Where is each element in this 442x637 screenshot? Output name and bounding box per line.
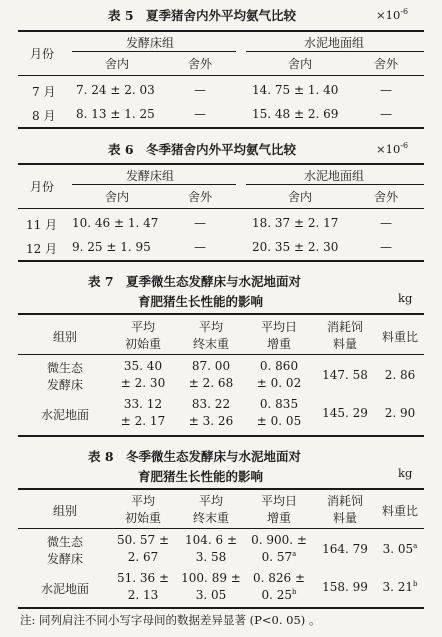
cell-value: 35. 40: [123, 359, 163, 373]
header-feed-weight-ratio: 料重比: [381, 504, 418, 518]
header-daily-gain: 增重: [266, 511, 291, 525]
header-outdoor: 舍外: [373, 57, 398, 71]
cell-value: 2. 90: [384, 406, 416, 420]
cell-value: ± 2. 68: [188, 376, 234, 390]
cell-value: 104. 6 ±: [184, 533, 238, 547]
header-feed: 料量: [332, 511, 357, 525]
cell-value: ± 0. 05: [256, 414, 302, 428]
header-group: 组别: [52, 330, 77, 344]
table-7-caption-line-1: 表 7 夏季微生态发酵床与水泥地面对: [88, 274, 302, 289]
cell-value: 9. 25 ± 1. 95: [72, 240, 151, 254]
cell-value: 0. 860: [259, 359, 299, 373]
cell-month: 11 月: [26, 218, 58, 232]
table-8-caption-line-2: 育肥猪生长性能的影响: [138, 469, 264, 484]
cell-value: 145. 29: [322, 406, 368, 420]
header-initial: 平均: [130, 320, 155, 334]
cell-value: 0. 900. ±: [251, 533, 307, 547]
header-final: 终末重: [192, 337, 229, 351]
bottom-rule: [18, 260, 424, 262]
header-month: 月份: [29, 47, 54, 61]
header-daily-gain: 平均日: [260, 494, 297, 508]
cell-value: 8. 13 ± 1. 25: [76, 107, 155, 121]
cell-value: —: [194, 216, 206, 230]
bottom-rule: [18, 435, 424, 437]
cell-value: 100. 89 ±: [181, 571, 241, 585]
cell-month: 8 月: [32, 109, 56, 123]
cell-value: 2. 67: [127, 550, 159, 564]
header-fermentation-group: 发酵床组: [125, 169, 174, 183]
cell-value: 2. 86: [384, 368, 416, 382]
header-feed: 消耗饲: [326, 320, 363, 334]
cell-value: ± 2. 30: [120, 376, 166, 390]
cell-value: 158. 99: [322, 580, 368, 594]
cell-month: 7 月: [32, 85, 56, 99]
cell-group: 水泥地面: [40, 408, 89, 422]
cell-value: 83. 22: [191, 397, 231, 411]
top-rule: [18, 488, 424, 490]
cell-value: 51. 36 ±: [116, 571, 170, 585]
cell-value: 147. 58: [322, 368, 368, 382]
cell-group: 微生态: [46, 535, 83, 549]
header-rule: [18, 208, 424, 209]
cell-month: 12 月: [26, 242, 58, 256]
header-initial: 初始重: [124, 511, 161, 525]
cell-value: 0. 835: [259, 397, 299, 411]
cell-value: ± 0. 02: [256, 376, 302, 390]
cell-value: 10. 46 ± 1. 47: [72, 216, 159, 230]
cell-value: 20. 35 ± 2. 30: [252, 240, 339, 254]
header-cement-group: 水泥地面组: [303, 36, 364, 50]
header-month: 月份: [29, 180, 54, 194]
table-5-caption: 表 5 夏季猪舍内外平均氨气比较: [108, 8, 297, 23]
table-7-unit: kg: [398, 291, 413, 305]
subheader-rule: [72, 184, 236, 185]
header-indoor: 舍内: [287, 57, 312, 71]
table-8-unit: kg: [398, 466, 413, 480]
header-daily-gain: 增重: [266, 337, 291, 351]
header-cement-group: 水泥地面组: [303, 169, 364, 183]
cell-value: 3. 05: [195, 588, 227, 602]
header-outdoor: 舍外: [373, 190, 398, 204]
cell-group: 发酵床: [46, 378, 83, 392]
cell-value: 14. 75 ± 1. 40: [252, 83, 339, 97]
table-7-caption-line-2: 育肥猪生长性能的影响: [138, 294, 264, 309]
subheader-rule: [246, 184, 424, 185]
footnote: 注: 同列肩注不同小写字母间的数据差异显著 (P<0. 05) 。: [20, 613, 321, 627]
bottom-rule: [18, 607, 424, 609]
cell-value: —: [380, 240, 392, 254]
cell-value: —: [380, 216, 392, 230]
cell-value: 7. 24 ± 2. 03: [76, 83, 155, 97]
cell-value: —: [380, 107, 392, 121]
subheader-rule: [246, 51, 424, 52]
cell-value: —: [380, 83, 392, 97]
cell-value: 0. 826 ±: [252, 571, 306, 585]
subheader-rule: [72, 51, 236, 52]
header-outdoor: 舍外: [187, 190, 212, 204]
header-indoor: 舍内: [287, 190, 312, 204]
cell-value: 33. 12: [123, 397, 163, 411]
table-6-caption: 表 6 冬季猪舍内外平均氨气比较: [108, 142, 297, 157]
cell-value: —: [194, 240, 206, 254]
header-feed: 消耗饲: [326, 494, 363, 508]
cell-value: —: [194, 107, 206, 121]
top-rule: [18, 163, 424, 165]
cell-value: 87. 00: [191, 359, 231, 373]
table-6-unit: $\times 10^{-6}$: [376, 141, 409, 156]
header-indoor: 舍内: [104, 190, 129, 204]
top-rule: [18, 30, 424, 32]
cell-value: 0. 25$^b$: [261, 588, 297, 602]
cell-value: 3. 58: [195, 550, 227, 564]
cell-group: 发酵床: [46, 552, 83, 566]
cell-value: 3. 05$^a$: [382, 542, 418, 556]
header-initial: 平均: [130, 494, 155, 508]
cell-group: 水泥地面: [40, 582, 89, 596]
cell-value: 50. 57 ±: [116, 533, 170, 547]
header-outdoor: 舍外: [187, 57, 212, 71]
cell-value: 3. 21$^b$: [382, 580, 418, 594]
header-final: 终末重: [192, 511, 229, 525]
header-rule: [18, 354, 424, 355]
cell-value: —: [194, 83, 206, 97]
cell-value: 164. 79: [322, 542, 368, 556]
header-final: 平均: [198, 320, 223, 334]
cell-value: 0. 57$^a$: [261, 550, 297, 564]
table-8-caption-line-1: 表 8 冬季微生态发酵床与水泥地面对: [88, 449, 302, 464]
cell-group: 微生态: [46, 361, 83, 375]
header-feed: 料量: [332, 337, 357, 351]
header-initial: 初始重: [124, 337, 161, 351]
bottom-rule: [18, 127, 424, 129]
cell-value: 2. 13: [127, 588, 159, 602]
header-final: 平均: [198, 494, 223, 508]
top-rule: [18, 313, 424, 315]
header-daily-gain: 平均日: [260, 320, 297, 334]
header-fermentation-group: 发酵床组: [125, 36, 174, 50]
cell-value: ± 3. 26: [188, 414, 234, 428]
cell-value: 15. 48 ± 2. 69: [252, 107, 339, 121]
cell-value: ± 2. 17: [120, 414, 166, 428]
header-indoor: 舍内: [104, 57, 129, 71]
header-rule: [18, 528, 424, 529]
header-rule: [18, 75, 424, 76]
cell-value: 18. 37 ± 2. 17: [252, 216, 339, 230]
header-feed-weight-ratio: 料重比: [381, 330, 418, 344]
table-5-unit: $\times 10^{-6}$: [376, 7, 409, 22]
header-group: 组别: [52, 504, 77, 518]
